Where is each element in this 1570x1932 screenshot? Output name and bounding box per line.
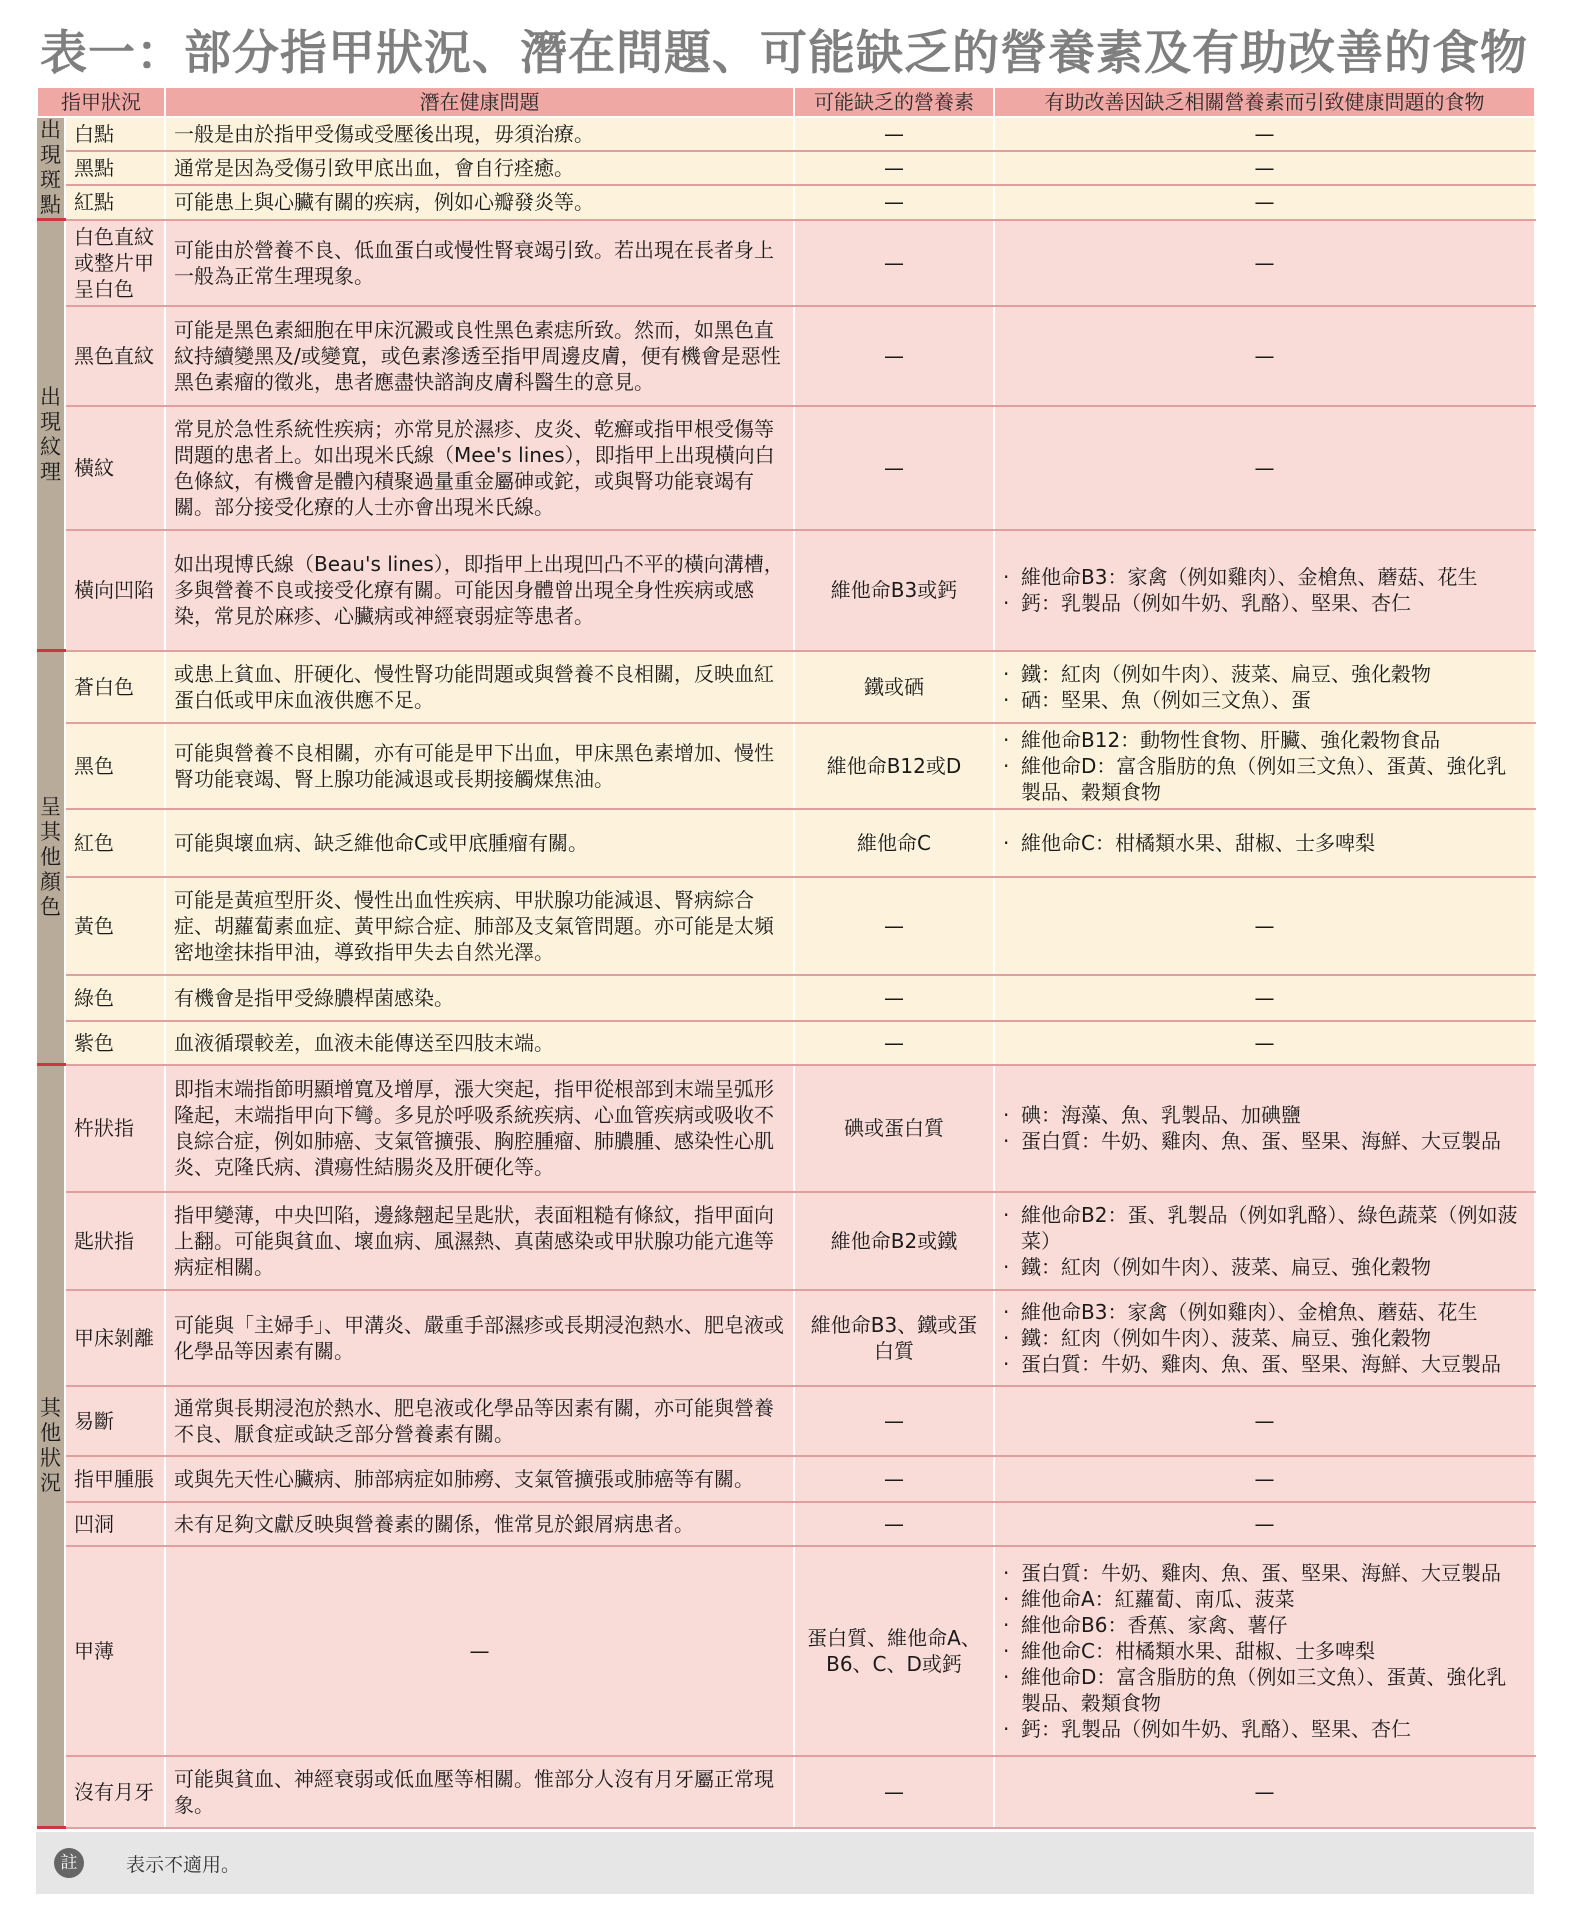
foods-cell [994,809,1535,877]
page-title: 表一：部分指甲狀況、潛在問題、可能缺乏的營養素及有助改善的食物 [40,26,1528,81]
food-list-item: · 維他命B3：家禽（例如雞肉）、金槍魚、蘑菇、花生 [1003,1299,1526,1325]
foods-cell: — [994,220,1535,306]
group-label-cell [37,651,65,1065]
table-body [37,117,1535,1828]
health-problem-cell: 一般是由於指甲受傷或受壓後出現，毋須治療。 [165,117,794,151]
condition-cell: 蒼白色 [65,651,165,723]
nutrient-cell: 維他命B2或鐵 [794,1192,994,1290]
foods-cell [994,723,1535,809]
table-row [37,1386,1535,1456]
header-nail-condition: 指甲狀況 [37,87,165,117]
condition-cell: 甲床剝離 [65,1290,165,1386]
food-list-item: · 維他命B12：動物性食物、肝臟、強化穀物食品 [1003,727,1526,753]
group-label-cell [37,1065,65,1828]
foods-cell: — [994,1456,1535,1502]
nutrient-cell: 蛋白質、維他命A、B6、C、D或鈣 [794,1546,994,1756]
group-label: 呈其他顏色 [40,795,61,919]
health-problem-cell: 指甲變薄，中央凹陷，邊緣翹起呈匙狀，表面粗糙有條紋，指甲面向上翻。可能與貧血、壞血病、風濕熱、真菌感染或甲狀腺功能亢進等病症相關。 [165,1192,794,1290]
foods-cell [994,1192,1535,1290]
foods-cell: — [994,151,1535,185]
group-label-cell [37,117,65,220]
condition-cell: 黑色直紋 [65,306,165,406]
condition-cell: 沒有月牙 [65,1756,165,1828]
foods-cell [994,1546,1535,1756]
health-problem-cell: — [165,1546,794,1756]
nutrient-cell: — [794,1386,994,1456]
header-health-problem: 潛在健康問題 [165,87,794,117]
nutrient-cell: — [794,220,994,306]
condition-cell: 黑點 [65,151,165,185]
table-row [37,185,1535,219]
nail-condition-table [36,86,1536,1829]
table-row [37,530,1535,651]
food-list-item: · 維他命D：富含脂肪的魚（例如三文魚）、蛋黃、強化乳製品、穀類食物 [1003,753,1526,805]
food-list-item: · 鐵：紅肉（例如牛肉）、菠菜、扁豆、強化穀物 [1003,1325,1526,1351]
table-row [37,1502,1535,1546]
condition-cell: 綠色 [65,975,165,1021]
group-label: 出現紋理 [40,385,61,484]
foods-cell: — [994,1502,1535,1546]
table-row [37,1290,1535,1386]
table-row [37,975,1535,1021]
foods-cell: — [994,1386,1535,1456]
foods-cell [994,530,1535,651]
table-row [37,1192,1535,1290]
table-header-row [37,87,1535,117]
health-problem-cell: 可能由於營養不良、低血蛋白或慢性腎衰竭引致。若出現在長者身上一般為正常生理現象。 [165,220,794,306]
table-row [37,1065,1535,1192]
food-list-item: · 維他命B6：香蕉、家禽、薯仔 [1003,1612,1526,1638]
nutrient-cell: — [794,1756,994,1828]
nutrient-cell: — [794,975,994,1021]
condition-cell: 甲薄 [65,1546,165,1756]
foods-cell [994,1065,1535,1192]
nutrient-cell: 碘或蛋白質 [794,1065,994,1192]
group-label: 其他狀況 [40,1396,61,1495]
condition-cell: 紅色 [65,809,165,877]
food-list-item: · 鐵：紅肉（例如牛肉）、菠菜、扁豆、強化穀物 [1003,661,1526,687]
condition-cell: 凹洞 [65,1502,165,1546]
food-list-item: · 蛋白質：牛奶、雞肉、魚、蛋、堅果、海鮮、大豆製品 [1003,1560,1526,1586]
condition-cell: 白點 [65,117,165,151]
condition-cell: 黃色 [65,877,165,975]
health-problem-cell: 或與先天性心臟病、肺部病症如肺癆、支氣管擴張或肺癌等有關。 [165,1456,794,1502]
nutrient-cell: — [794,1021,994,1065]
health-problem-cell: 未有足夠文獻反映與營養素的關係，惟常見於銀屑病患者。 [165,1502,794,1546]
group-label: 出現斑點 [40,118,61,217]
health-problem-cell: 即指末端指節明顯增寬及增厚，漲大突起，指甲從根部到末端呈弧形隆起，末端指甲向下彎。多見於呼吸系統疾病、心血管疾病或吸收不良綜合症，例如肺癌、支氣管擴張、胸腔腫瘤、肺膿腫、感染性心肌炎、克隆氏病、潰瘍性結腸炎及肝硬化等。 [165,1065,794,1192]
nutrient-cell: — [794,151,994,185]
food-list-item: · 碘：海藻、魚、乳製品、加碘鹽 [1003,1102,1526,1128]
table-row [37,306,1535,406]
food-list-item: · 蛋白質：牛奶、雞肉、魚、蛋、堅果、海鮮、大豆製品 [1003,1351,1526,1377]
foods-cell: — [994,1021,1535,1065]
table-row [37,151,1535,185]
note-icon: 註 [54,1848,84,1878]
food-list-item: · 維他命C：柑橘類水果、甜椒、士多啤梨 [1003,830,1526,856]
food-list-item: · 維他命B3：家禽（例如雞肉）、金槍魚、蘑菇、花生 [1003,564,1526,590]
nutrient-cell: — [794,117,994,151]
group-label-cell [37,220,65,651]
nutrient-cell: 維他命B3、鐵或蛋白質 [794,1290,994,1386]
table-row [37,117,1535,151]
condition-cell: 紫色 [65,1021,165,1065]
health-problem-cell: 可能與「主婦手」、甲溝炎、嚴重手部濕疹或長期浸泡熱水、肥皂液或化學品等因素有關。 [165,1290,794,1386]
table-row [37,651,1535,723]
health-problem-cell: 可能與貧血、神經衰弱或低血壓等相關。惟部分人沒有月牙屬正常現象。 [165,1756,794,1828]
table-row [37,877,1535,975]
nutrient-cell: 維他命B12或D [794,723,994,809]
foods-cell: — [994,117,1535,151]
condition-cell: 匙狀指 [65,1192,165,1290]
foods-cell: — [994,306,1535,406]
table-row [37,406,1535,530]
health-problem-cell: 可能與營養不良相關，亦有可能是甲下出血，甲床黑色素增加、慢性腎功能衰竭、腎上腺功能減退或長期接觸煤焦油。 [165,723,794,809]
nutrient-cell: — [794,1502,994,1546]
condition-cell: 黑色 [65,723,165,809]
nutrient-cell: — [794,1456,994,1502]
health-problem-cell: 通常與長期浸泡於熱水、肥皂液或化學品等因素有關，亦可能與營養不良、厭食症或缺乏部分營養素有關。 [165,1386,794,1456]
condition-cell: 白色直紋或整片甲呈白色 [65,220,165,306]
nutrient-cell: 鐵或硒 [794,651,994,723]
food-list-item: · 硒：堅果、魚（例如三文魚）、蛋 [1003,687,1526,713]
table-row [37,1546,1535,1756]
foods-cell: — [994,1756,1535,1828]
nutrient-cell: 維他命B3或鈣 [794,530,994,651]
condition-cell: 指甲腫脹 [65,1456,165,1502]
nutrient-cell: 維他命C [794,809,994,877]
header-nutrient: 可能缺乏的營養素 [794,87,994,117]
foods-cell [994,1290,1535,1386]
health-problem-cell: 如出現博氏線（Beau's lines），即指甲上出現凹凸不平的橫向溝槽，多與營養不良或接受化療有關。可能因身體曾出現全身性疾病或感染，常見於麻疹、心臟病或神經衰弱症等患者。 [165,530,794,651]
food-list-item: · 維他命C：柑橘類水果、甜椒、士多啤梨 [1003,1638,1526,1664]
food-list-item: · 維他命B2：蛋、乳製品（例如乳酪）、綠色蔬菜（例如菠菜） [1003,1202,1526,1254]
note-bar [36,1832,1534,1894]
condition-cell: 橫紋 [65,406,165,530]
table-row [37,1021,1535,1065]
foods-cell: — [994,877,1535,975]
condition-cell: 橫向凹陷 [65,530,165,651]
health-problem-cell: 通常是因為受傷引致甲底出血，會自行痊癒。 [165,151,794,185]
nutrient-cell: — [794,306,994,406]
nutrient-cell: — [794,406,994,530]
condition-cell: 紅點 [65,185,165,219]
health-problem-cell: 常見於急性系統性疾病；亦常見於濕疹、皮炎、乾癬或指甲根受傷等問題的患者上。如出現米氏線（Mee's lines），即指甲上出現橫向白色條紋，有機會是體內積聚過量重金屬砷或鉈，或與腎功能衰竭有關。部分接受化療的人士亦會出現米氏線。 [165,406,794,530]
health-problem-cell: 或患上貧血、肝硬化、慢性腎功能問題或與營養不良相關，反映血紅蛋白低或甲床血液供應不足。 [165,651,794,723]
condition-cell: 杵狀指 [65,1065,165,1192]
note-text: 表示不適用。 [126,1853,241,1876]
food-list-item: · 蛋白質：牛奶、雞肉、魚、蛋、堅果、海鮮、大豆製品 [1003,1128,1526,1154]
health-problem-cell: 可能是黑色素細胞在甲床沉澱或良性黑色素痣所致。然而，如黑色直紋持續變黑及/或變寬，或色素滲透至指甲周邊皮膚，便有機會是惡性黑色素瘤的徵兆，患者應盡快諮詢皮膚科醫生的意見。 [165,306,794,406]
health-problem-cell: 可能是黃疸型肝炎、慢性出血性疾病、甲狀腺功能減退、腎病綜合症、胡蘿蔔素血症、黃甲綜合症、肺部及支氣管問題。亦可能是太頻密地塗抹指甲油，導致指甲失去自然光澤。 [165,877,794,975]
foods-cell: — [994,975,1535,1021]
table-row [37,1756,1535,1828]
food-list-item: · 維他命D：富含脂肪的魚（例如三文魚）、蛋黃、強化乳製品、穀類食物 [1003,1664,1526,1716]
foods-cell: — [994,185,1535,219]
foods-cell: — [994,406,1535,530]
foods-cell [994,651,1535,723]
header-foods: 有助改善因缺乏相關營養素而引致健康問題的食物 [994,87,1535,117]
table-row [37,723,1535,809]
health-problem-cell: 可能患上與心臟有關的疾病，例如心瓣發炎等。 [165,185,794,219]
health-problem-cell: 可能與壞血病、缺乏維他命C或甲底腫瘤有關。 [165,809,794,877]
table-row [37,809,1535,877]
table-row [37,1456,1535,1502]
food-list-item: · 維他命A：紅蘿蔔、南瓜、菠菜 [1003,1586,1526,1612]
nutrient-cell: — [794,185,994,219]
food-list-item: · 鐵：紅肉（例如牛肉）、菠菜、扁豆、強化穀物 [1003,1254,1526,1280]
condition-cell: 易斷 [65,1386,165,1456]
food-list-item: · 鈣：乳製品（例如牛奶、乳酪）、堅果、杏仁 [1003,590,1526,616]
health-problem-cell: 有機會是指甲受綠膿桿菌感染。 [165,975,794,1021]
nutrient-cell: — [794,877,994,975]
health-problem-cell: 血液循環較差，血液未能傳送至四肢末端。 [165,1021,794,1065]
food-list-item: · 鈣：乳製品（例如牛奶、乳酪）、堅果、杏仁 [1003,1716,1526,1742]
table-row [37,220,1535,306]
